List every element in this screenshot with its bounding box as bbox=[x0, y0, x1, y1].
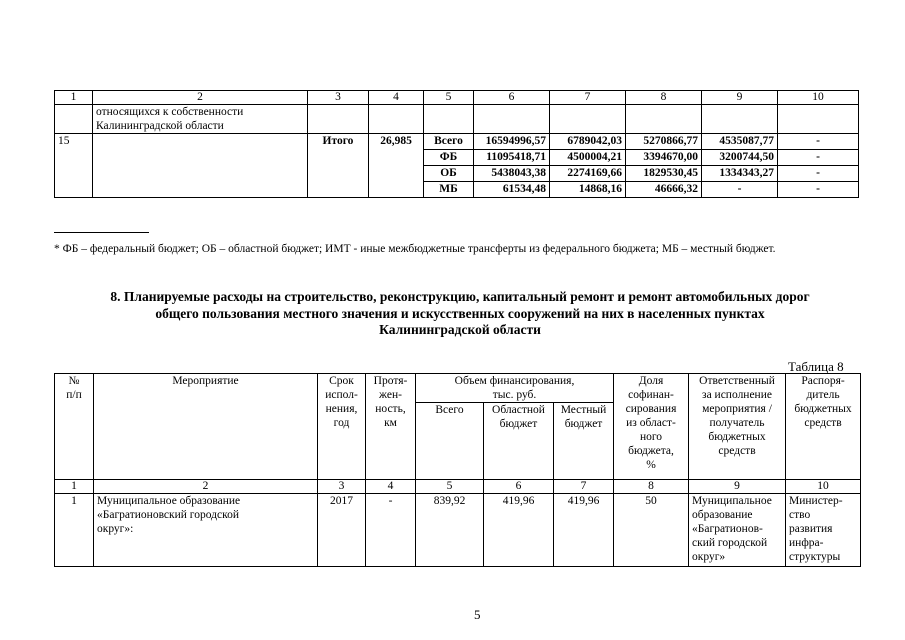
value-cell: 3200744,50 bbox=[702, 150, 778, 166]
row-number: 1 bbox=[55, 494, 94, 567]
local-cell: 419,96 bbox=[554, 494, 614, 567]
manager-cell: Министер- ство развития инфра- структуры bbox=[786, 494, 861, 567]
responsible-cell: Муниципальное образование «Багратионов- ский городской округ» bbox=[689, 494, 786, 567]
column-number: 6 bbox=[474, 91, 550, 105]
column-number: 1 bbox=[55, 480, 94, 494]
header-regional: Областной бюджет bbox=[484, 403, 554, 480]
value-cell: - bbox=[778, 182, 859, 198]
column-number: 9 bbox=[689, 480, 786, 494]
continuation-row bbox=[55, 105, 859, 134]
column-number: 7 bbox=[554, 480, 614, 494]
value-cell: 61534,48 bbox=[474, 182, 550, 198]
column-number: 2 bbox=[94, 480, 318, 494]
planned-expenses-table bbox=[54, 373, 861, 567]
total-label: Итого bbox=[308, 134, 369, 198]
value-cell: 1334343,27 bbox=[702, 166, 778, 182]
column-number: 3 bbox=[308, 91, 369, 105]
value-cell: 6789042,03 bbox=[550, 134, 626, 150]
header-responsible: Ответственный за исполнение мероприятия / получатель бюджетных средств bbox=[689, 374, 786, 480]
value-cell: 14868,16 bbox=[550, 182, 626, 198]
page-number: 5 bbox=[474, 607, 481, 622]
column-number-row bbox=[55, 480, 861, 494]
value-cell: - bbox=[702, 182, 778, 198]
value-cell: 11095418,71 bbox=[474, 150, 550, 166]
value-cell: - bbox=[778, 166, 859, 182]
section-title: 8. Планируемые расходы на строительство, реконструкцию, капитальный ремонт и ремонт автомобильных дорог общего пользования местного значения и искусственных сооружений на них в населенных пунктах Калининградской области bbox=[110, 289, 810, 337]
table-row bbox=[55, 494, 861, 567]
value-cell: 5438043,38 bbox=[474, 166, 550, 182]
budget-type: ОБ bbox=[424, 166, 474, 182]
budget-type: ФБ bbox=[424, 150, 474, 166]
column-number: 4 bbox=[369, 91, 424, 105]
header-num: № п/п bbox=[55, 374, 94, 480]
header-local: Местный бюджет bbox=[554, 403, 614, 480]
column-number: 10 bbox=[786, 480, 861, 494]
value-cell: 5270866,77 bbox=[626, 134, 702, 150]
header-total: Всего bbox=[416, 403, 484, 480]
value-cell: 4500004,21 bbox=[550, 150, 626, 166]
value-cell: 46666,32 bbox=[626, 182, 702, 198]
column-number: 5 bbox=[416, 480, 484, 494]
financing-totals-table bbox=[54, 90, 859, 198]
continuation-text: относящихся к собственности Калининградской области bbox=[93, 105, 308, 134]
column-number: 9 bbox=[702, 91, 778, 105]
total-cell: 839,92 bbox=[416, 494, 484, 567]
column-number: 10 bbox=[778, 91, 859, 105]
length-cell: - bbox=[366, 494, 416, 567]
value-cell: - bbox=[778, 134, 859, 150]
length-value: 26,985 bbox=[369, 134, 424, 198]
footnote-divider bbox=[54, 232, 149, 233]
column-number: 7 bbox=[550, 91, 626, 105]
column-number: 1 bbox=[55, 91, 93, 105]
event-cell: Муниципальное образование «Багратионовский городской округ»: bbox=[94, 494, 318, 567]
header-share: Доля софинан- сирования из област- ного бюджета, % bbox=[614, 374, 689, 480]
row-number: 15 bbox=[55, 134, 93, 198]
header-financing: Объем финансирования, тыс. руб. bbox=[416, 374, 614, 403]
budget-type: Всего bbox=[424, 134, 474, 150]
table-caption: Таблица 8 bbox=[788, 359, 844, 374]
column-number: 3 bbox=[318, 480, 366, 494]
header-term: Срок испол- нения, год bbox=[318, 374, 366, 480]
column-number: 8 bbox=[614, 480, 689, 494]
column-number: 4 bbox=[366, 480, 416, 494]
header-manager: Распоря- дитель бюджетных средств bbox=[786, 374, 861, 480]
column-number: 2 bbox=[93, 91, 308, 105]
column-number-row bbox=[55, 91, 859, 105]
header-event: Мероприятие bbox=[94, 374, 318, 480]
share-cell: 50 bbox=[614, 494, 689, 567]
table-row bbox=[55, 134, 859, 150]
value-cell: 4535087,77 bbox=[702, 134, 778, 150]
value-cell: 2274169,66 bbox=[550, 166, 626, 182]
value-cell: - bbox=[778, 150, 859, 166]
value-cell: 3394670,00 bbox=[626, 150, 702, 166]
column-number: 8 bbox=[626, 91, 702, 105]
footnote: * ФБ – федеральный бюджет; ОБ – областной бюджет; ИМТ - иные межбюджетные трансферты из федерального бюджета; МБ – местный бюджет. bbox=[54, 243, 776, 255]
header-length: Протя- жен- ность, км bbox=[366, 374, 416, 480]
regional-cell: 419,96 bbox=[484, 494, 554, 567]
column-number: 5 bbox=[424, 91, 474, 105]
term-cell: 2017 bbox=[318, 494, 366, 567]
table-header-row bbox=[55, 374, 861, 403]
column-number: 6 bbox=[484, 480, 554, 494]
budget-type: МБ bbox=[424, 182, 474, 198]
value-cell: 1829530,45 bbox=[626, 166, 702, 182]
value-cell: 16594996,57 bbox=[474, 134, 550, 150]
